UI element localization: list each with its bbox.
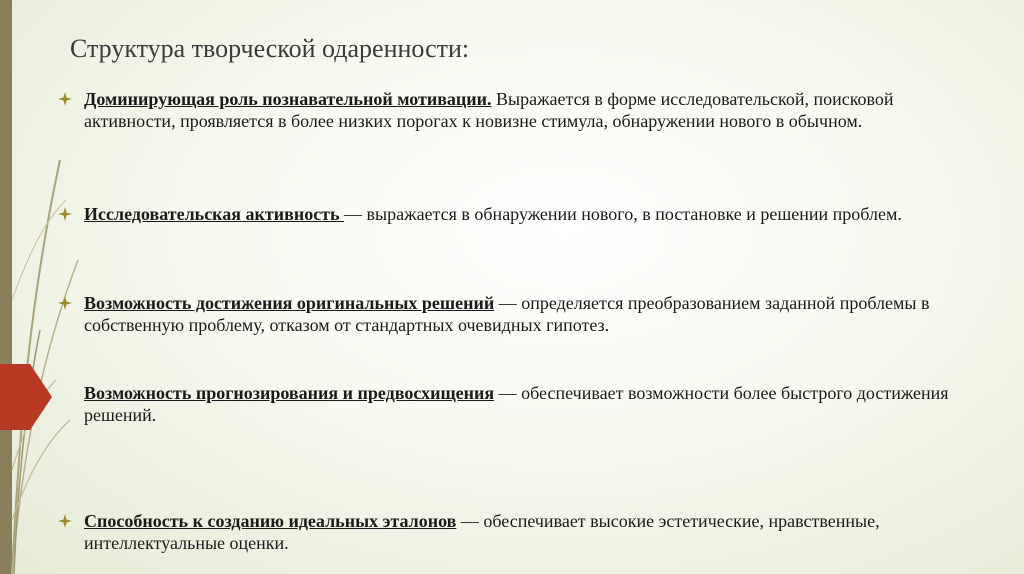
diamond-star-bullet-icon	[58, 207, 72, 221]
list-item	[58, 292, 958, 336]
red-tab-decoration	[0, 364, 52, 430]
list-item-desc: Выражается в форме исследовательской, поисковой активности, проявляется в более низких порогах к новизне стимула, обнаружении нового в обычном.	[84, 89, 894, 131]
list-item-term: Доминирующая роль познавательной мотивации.	[84, 89, 492, 109]
diamond-star-bullet-icon	[58, 514, 72, 528]
list-item-text	[84, 382, 958, 426]
list-item-text	[84, 510, 958, 554]
list-item-term: Возможность прогнозирования и предвосхищения	[84, 383, 495, 403]
list-item-text	[84, 292, 958, 336]
grass-decoration-icon	[0, 0, 80, 574]
list-item-term: Способность к созданию идеальных эталонов	[84, 511, 457, 531]
list-item-desc: — выражается в обнаружении нового, в постановке и решении проблем.	[344, 204, 902, 224]
slide-title: Структура творческой одаренности:	[70, 34, 470, 63]
list-item-text	[84, 88, 958, 132]
list-item-desc: — определяется преобразованием заданной проблемы в собственную проблему, отказом от стандартных очевидных гипотез.	[84, 293, 930, 335]
diamond-star-bullet-icon	[58, 92, 72, 106]
list-item-desc: — обеспечивает возможности более быстрого достижения решений.	[84, 383, 949, 425]
list-item-text	[84, 203, 958, 225]
list-item	[58, 203, 958, 225]
list-item-term: Возможность достижения оригинальных решений	[84, 293, 495, 313]
list-item-desc: — обеспечивает высокие эстетические, нравственные, интеллектуальные оценки.	[84, 511, 880, 553]
list-item-term: Исследовательская активность	[84, 204, 345, 224]
list-item	[58, 88, 958, 132]
list-item	[58, 382, 958, 426]
diamond-star-bullet-icon	[58, 296, 72, 310]
list-item	[58, 510, 958, 554]
